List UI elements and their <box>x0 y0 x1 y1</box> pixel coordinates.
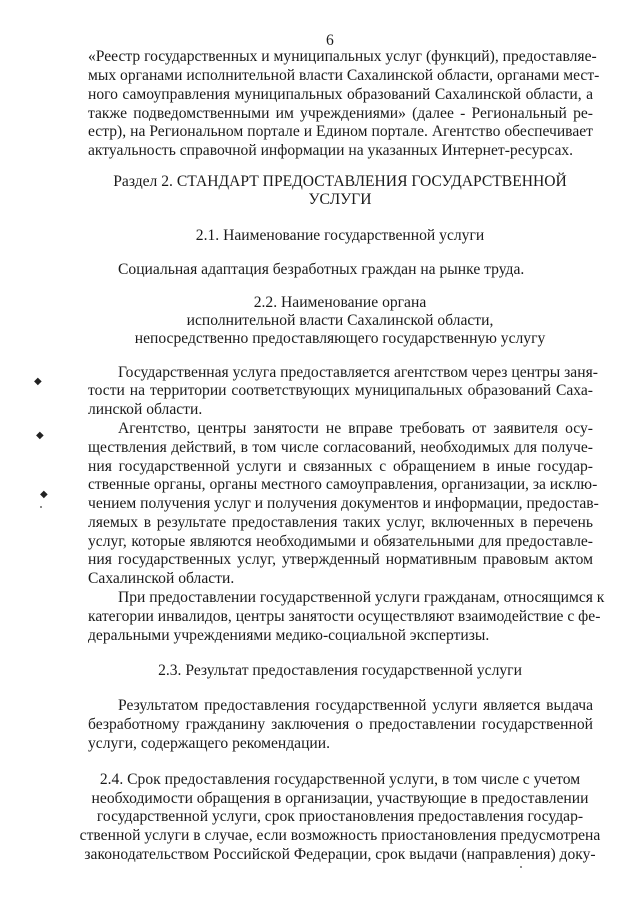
heading-line: ственной услуги в случае, если возможность приостановления предусмотрена <box>79 827 601 844</box>
text-line: Государственная услуга предоставляется агентством через центры заня- <box>118 364 598 381</box>
text-line: ного самоуправления муниципальных образований Сахалинской области, а <box>88 86 593 103</box>
heading-line: исполнительной власти Сахалинской области, <box>186 312 494 329</box>
text-line: услуги, содержащего рекомендации. <box>88 735 331 752</box>
text-line: ния государственной услуги и связанных с обращением в иные государ- <box>88 458 593 475</box>
heading-2-3: 2.3. Результат предоставления государственной услуги <box>158 662 522 679</box>
margin-mark: ◆ <box>36 430 44 441</box>
heading-line: государственной услуги, срок приостановления предоставления государ- <box>96 808 584 825</box>
text-line: ния государственных услуг, утвержденный нормативным правовым актом <box>88 551 593 568</box>
text-line: ственные органы, органы местного самоуправления, организации, за исклю- <box>88 476 598 493</box>
text-line: деральными учреждениями медико-социальной экспертизы. <box>88 627 490 644</box>
heading-line: 2.2. Наименование органа <box>253 294 427 311</box>
text-2-1: Социальная адаптация безработных граждан на рынке труда. <box>118 261 525 278</box>
text-line: Результатом предоставления государственной услуги является выдача <box>118 697 593 714</box>
text-line: мых органами исполнительной власти Сахалинской области, органами мест- <box>88 67 600 84</box>
text-line: актуальность справочной информации на указанных Интернет-ресурсах. <box>88 142 574 159</box>
text-line: безработному гражданину заключения о предоставлении государственной <box>88 716 593 733</box>
text-line: «Реестр государственных и муниципальных услуг (функций), предоставляе- <box>88 48 597 65</box>
margin-mark: ◆ <box>34 376 42 387</box>
text-line: ляемых в результате предоставления таких услуг, включенных в перечень <box>88 514 593 531</box>
text-line: тости на территории соответствующих муниципальных образований Саха- <box>88 382 593 399</box>
text-line: Агентство, центры занятости не вправе требовать от заявителя осу- <box>118 420 593 437</box>
section-title-line: Раздел 2. СТАНДАРТ ПРЕДОСТАВЛЕНИЯ ГОСУДАРСТВЕННОЙ <box>113 173 567 190</box>
text-line: естр), на Региональном портале и Едином портале. Агентство обеспечивает <box>88 123 593 140</box>
text-line: чением получения услуг и получения документов и информации, предостав- <box>88 495 599 512</box>
heading-2-1: 2.1. Наименование государственной услуги <box>195 227 485 244</box>
text-line: ществления действий, в том числе согласований, необходимых для получе- <box>88 439 593 456</box>
section-title-line: УСЛУГИ <box>308 191 372 208</box>
scan-speck <box>520 866 522 868</box>
heading-line: непосредственно предоставляющего государственную услугу <box>134 330 546 347</box>
page-number: 6 <box>326 32 334 49</box>
text-line: линской области. <box>88 401 203 418</box>
text-line: услуг, которые являются необходимыми и обязательными для предоставле- <box>88 533 593 550</box>
text-line: Сахалинской области. <box>88 570 235 587</box>
scan-speck <box>40 506 42 508</box>
text-line: также подведомственными им учреждениями» (далее - Региональный ре- <box>88 105 593 122</box>
text-line: категории инвалидов, центры занятости осуществляют взаимодействие с фе- <box>88 608 601 625</box>
heading-line: необходимости обращения в организации, участвующие в предоставлении <box>91 790 589 807</box>
heading-line: законодательством Российской Федерации, срок выдачи (направления) доку- <box>84 846 596 863</box>
text-line: При предоставлении государственной услуги гражданам, относящимся к <box>118 589 605 606</box>
heading-line: 2.4. Срок предоставления государственной услуги, в том числе с учетом <box>99 771 581 788</box>
margin-mark: ◆ <box>40 489 48 500</box>
